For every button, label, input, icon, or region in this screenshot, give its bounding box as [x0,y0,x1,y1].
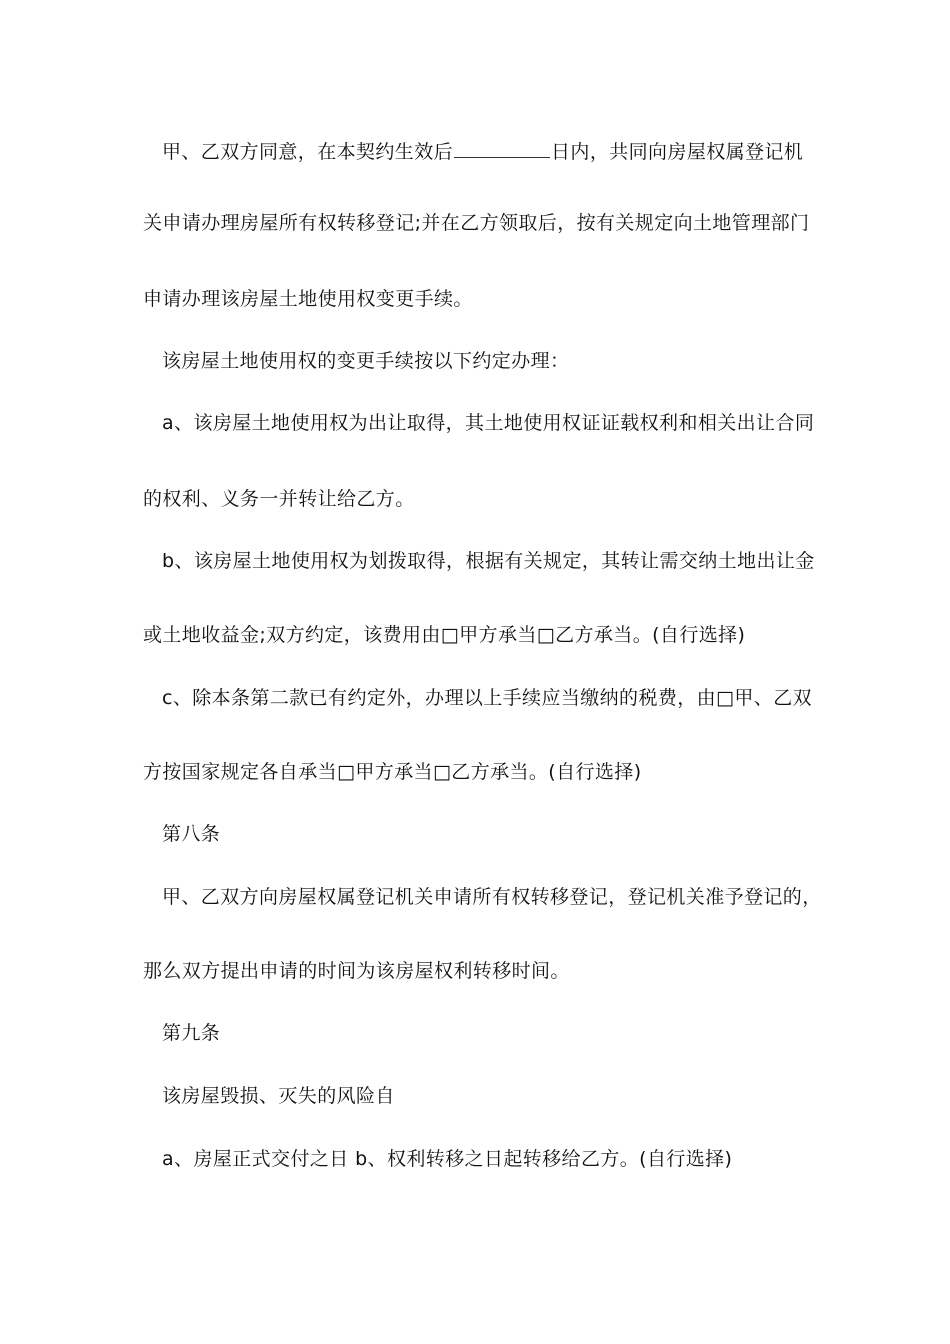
article-9-heading: 第九条 [162,1022,221,1044]
article-8-line-1: 甲、乙双方向房屋权属登记机关申请所有权转移登记，登记机关准予登记的， [162,886,822,908]
paragraph-line-3: 申请办理该房屋土地使用权变更手续。 [143,288,473,310]
clause-c-line-1: c、除本条第二款已有约定外，办理以上手续应当缴纳的税费，由□甲、乙双 [162,687,812,709]
days-blank-field[interactable] [454,135,550,158]
clause-c-line-2: 方按国家规定各自承当□甲方承当□乙方承当。(自行选择) [143,761,642,783]
line-1-text-end: 日内，共同向房屋权属登记机 [551,141,804,163]
article-8-line-2: 那么双方提出申请的时间为该房屋权利转移时间。 [143,960,570,982]
line-1-text-start: 甲、乙双方同意，在本契约生效后 [162,141,454,163]
paragraph-line-1 [162,135,803,169]
article-9-line-1: 该房屋毁损、灭失的风险自 [162,1085,395,1107]
paragraph-line-4: 该房屋土地使用权的变更手续按以下约定办理： [162,350,570,372]
article-8-heading: 第八条 [162,823,221,845]
clause-b-line-1: b、该房屋土地使用权为划拨取得，根据有关规定，其转让需交纳土地出让金 [162,550,815,572]
clause-a-line-2: 的权利、义务一并转让给乙方。 [143,488,415,510]
article-9-line-2: a、房屋正式交付之日 b、权利转移之日起转移给乙方。(自行选择) [162,1148,733,1170]
clause-a-line-1: a、该房屋土地使用权为出让取得，其土地使用权证证载权利和相关出让合同 [162,412,815,434]
clause-b-line-2: 或土地收益金;双方约定，该费用由□甲方承当□乙方承当。(自行选择) [143,624,746,646]
paragraph-line-2: 关申请办理房屋所有权转移登记;并在乙方领取后，按有关规定向土地管理部门 [143,212,810,234]
